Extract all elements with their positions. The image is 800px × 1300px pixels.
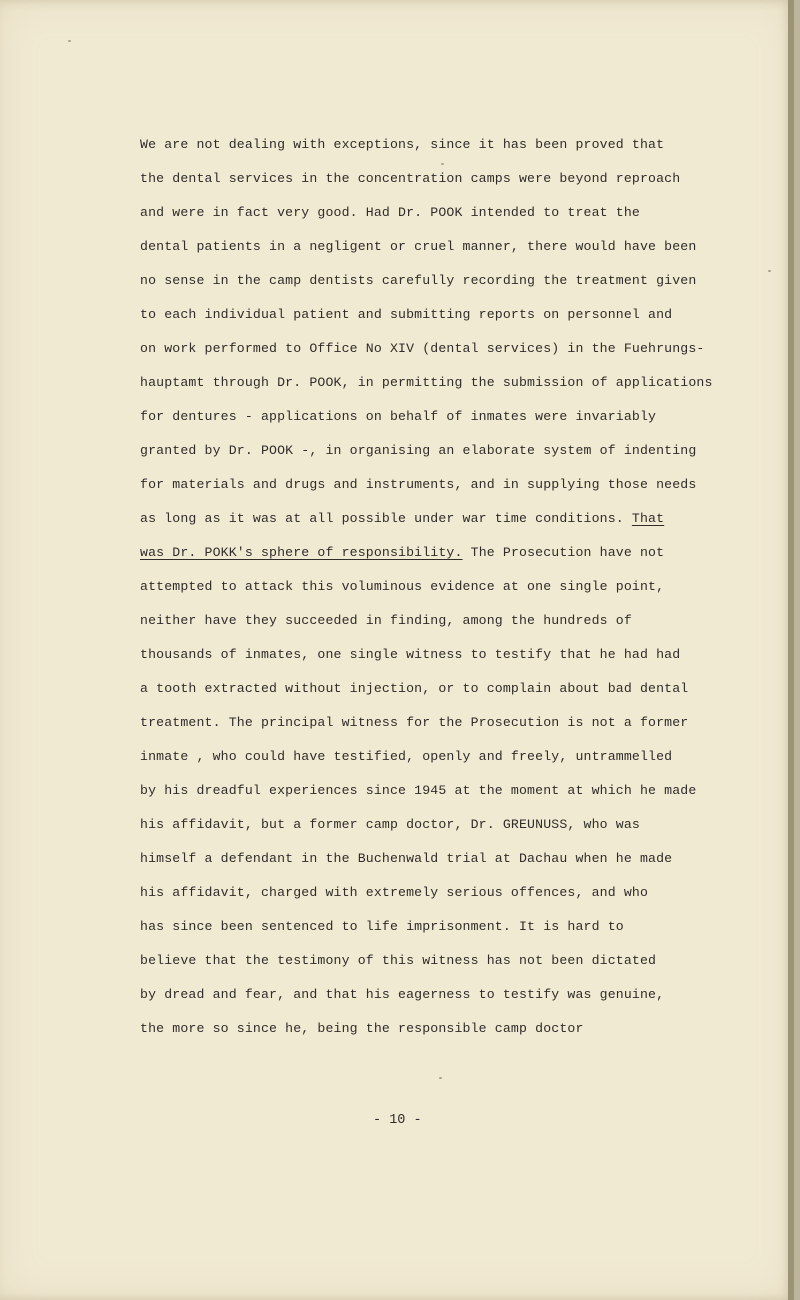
text-line: attempted to attack this voluminous evidence at one single point, (140, 579, 665, 594)
text-line: on work performed to Office No XIV (dental services) in the Fuehrungs- (140, 341, 705, 356)
text-line: hauptamt through Dr. POOK, in permitting the submission of applications (140, 375, 713, 390)
text-line: and were in fact very good. Had Dr. POOK intended to treat the (140, 205, 640, 220)
text-line: neither have they succeeded in finding, among the hundreds of (140, 613, 632, 628)
text-line: the dental services in the concentration camps were beyond reproach (140, 171, 681, 186)
text-line: treatment. The principal witness for the Prosecution is not a former (140, 715, 689, 730)
text-line: granted by Dr. POOK -, in organising an elaborate system of indenting (140, 443, 697, 458)
paper-speck (68, 40, 71, 42)
text-segment: as long as it was at all possible under war time conditions. (140, 511, 624, 526)
underlined-text: was Dr. POKK's sphere of responsibility. (140, 545, 463, 560)
text-line: to each individual patient and submitting reports on personnel and (140, 307, 673, 322)
text-line: for materials and drugs and instruments, and in supplying those needs (140, 477, 697, 492)
text-line: by dread and fear, and that his eagerness to testify was genuine, (140, 987, 665, 1002)
text-line: a tooth extracted without injection, or to complain about bad dental (140, 681, 689, 696)
text-line (140, 539, 760, 573)
text-line: inmate , who could have testified, openly and freely, untrammelled (140, 749, 673, 764)
text-line: believe that the testimony of this witness has not been dictated (140, 953, 657, 968)
paper-speck (768, 270, 771, 272)
text-line: for dentures - applications on behalf of inmates were invariably (140, 409, 657, 424)
text-line: We are not dealing with exceptions, since it has been proved that (140, 137, 665, 152)
underlined-text: That (631, 511, 665, 526)
text-line: by his dreadful experiences since 1945 at the moment at which he made (140, 783, 697, 798)
paper-speck (439, 1077, 442, 1079)
text-line (140, 505, 760, 539)
text-line: no sense in the camp dentists carefully recording the treatment given (140, 273, 697, 288)
text-segment: The Prosecution have not (470, 545, 665, 560)
text-line: has since been sentenced to life imprisonment. It is hard to (140, 919, 624, 934)
page-number: - 10 - (373, 1113, 422, 1128)
page-edge (788, 0, 794, 1300)
text-line: his affidavit, but a former camp doctor, Dr. GREUNUSS, who was (140, 817, 640, 832)
text-line: himself a defendant in the Buchenwald trial at Dachau when he made (140, 851, 673, 866)
text-line: his affidavit, charged with extremely serious offences, and who (140, 885, 649, 900)
text-line: the more so since he, being the responsible camp doctor (140, 1021, 584, 1036)
body-text (140, 131, 760, 1049)
text-line: dental patients in a negligent or cruel manner, there would have been (140, 239, 697, 254)
text-line: thousands of inmates, one single witness to testify that he had had (140, 647, 681, 662)
